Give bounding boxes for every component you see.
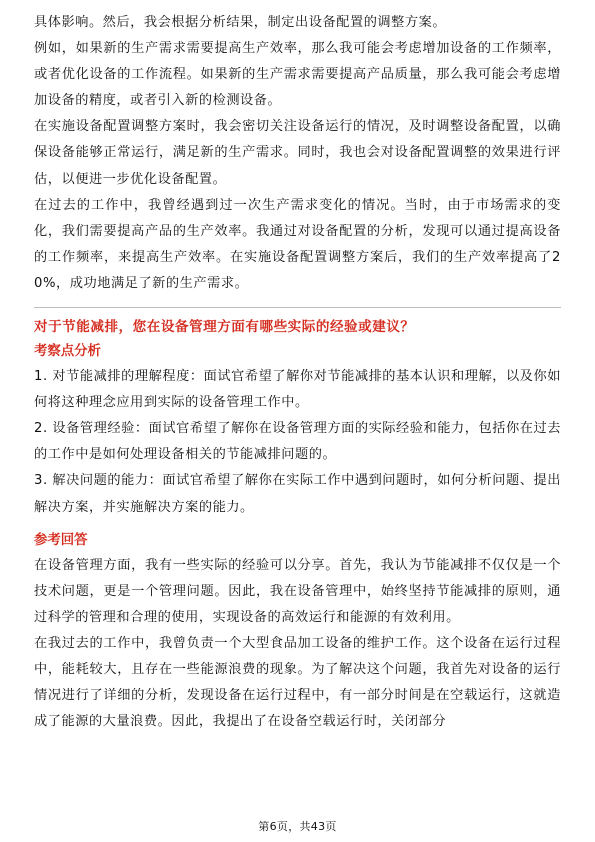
body-paragraph: 在过去的工作中，我曾经遇到过一次生产需求变化的情况。当时，由于市场需求的变化，我们需要提高产品的生产效率。我通过对设备配置的分析，发现可以通过提高设备的工作频率，来提高生产效率。在实施设备配置调整方案后，我们的生产效率提高了20%，成功地满足了新的生产需求。: [34, 197, 561, 291]
analysis-heading: 考察点分析: [34, 344, 101, 360]
analysis-point: 1. 对节能减排的理解程度：面试官希望了解你对节能减排的基本认识和理解，以及你如何将这种理念应用到实际的设备管理工作中。: [34, 369, 561, 411]
answer-heading: 参考回答: [34, 532, 88, 548]
page-number-footer: 第6页，共43页: [258, 820, 337, 833]
question-heading: 对于节能减排，您在设备管理方面有哪些实际的经验或建议？: [34, 319, 415, 336]
analysis-point: 2. 设备管理经验：面试官希望了解你在设备管理方面的实际经验和能力，包括你在过去的工作中是如何处理设备相关的节能减排问题的。: [34, 421, 561, 463]
document-page: [34, 10, 561, 735]
answer-paragraph: 在我过去的工作中，我曾负责一个大型食品加工设备的维护工作。这个设备在运行过程中，能耗较大，且存在一些能源浪费的现象。为了解决这个问题，我首先对设备的运行情况进行了详细的分析，发现设备在运行过程中，有一部分时间是在空载运行，这就造成了能源的大量浪费。因此，我提出了在设备空载运行时，关闭部分: [34, 635, 561, 730]
body-paragraph: 具体影响。然后，我会根据分析结果，制定出设备配置的调整方案。: [34, 15, 447, 30]
body-paragraph: 在实施设备配置调整方案时，我会密切关注设备运行的情况，及时调整设备配置，以确保设备能够正常运行，满足新的生产需求。同时，我也会对设备配置调整的效果进行评估，以便进一步优化设备配置。: [34, 119, 561, 187]
section-divider: [34, 307, 561, 308]
answer-paragraph: 在设备管理方面，我有一些实际的经验可以分享。首先，我认为节能减排不仅仅是一个技术问题，更是一个管理问题。因此，我在设备管理中，始终坚持节能减排的原则，通过科学的管理和合理的使用，实现设备的高效运行和能源的有效利用。: [34, 557, 561, 625]
analysis-point: 3. 解决问题的能力：面试官希望了解你在实际工作中遇到问题时，如何分析问题、提出解决方案，并实施解决方案的能力。: [34, 473, 561, 515]
body-paragraph: 例如，如果新的生产需求需要提高生产效率，那么我可能会考虑增加设备的工作频率，或者优化设备的工作流程。如果新的生产需求需要提高产品质量，那么我可能会考虑增加设备的精度，或者引入新的检测设备。: [34, 41, 561, 109]
spacer: [34, 521, 561, 529]
